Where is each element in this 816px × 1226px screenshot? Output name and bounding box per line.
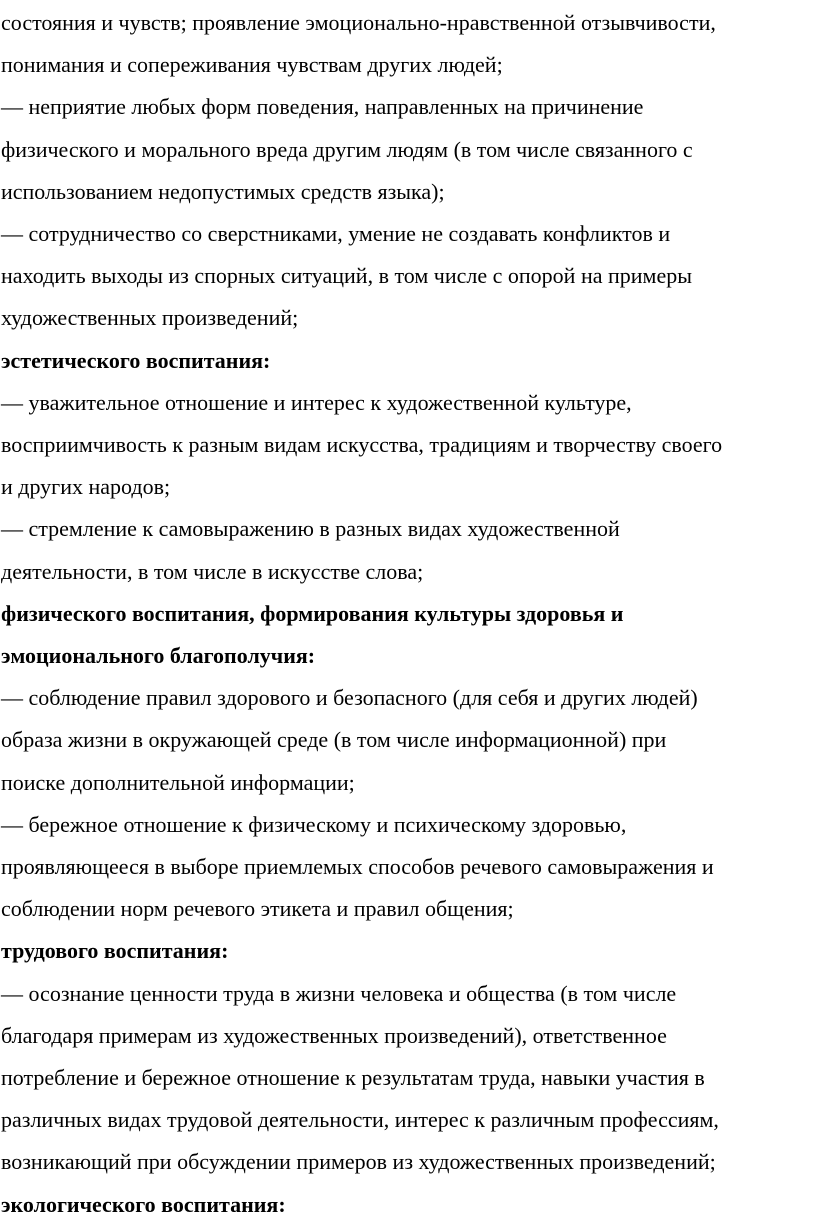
para-self-expression xyxy=(1,508,816,592)
heading-aesthetic-education xyxy=(1,340,816,382)
para-art-culture-respect xyxy=(1,382,816,509)
text-line: состояния и чувств; проявление эмоционально-нравственной отзывчивости, xyxy=(1,10,716,35)
text-line: возникающий при обсуждении примеров из художественных произведений; xyxy=(1,1149,716,1175)
text-line: художественных произведений; xyxy=(1,305,299,331)
heading-line: эмоционального благополучия: xyxy=(1,643,316,669)
para-labor-value xyxy=(1,973,816,1184)
text-line: потребление и бережное отношение к результатам труда, навыки участия в xyxy=(1,1065,705,1091)
heading-line: физического воспитания, формирования культуры здоровья и xyxy=(1,600,624,626)
heading-ecological-education xyxy=(1,1184,816,1226)
para-healthy-lifestyle xyxy=(1,677,816,804)
heading-labor-education xyxy=(1,930,816,972)
text-line: различных видах трудовой деятельности, интерес к различным профессиям, xyxy=(1,1107,719,1133)
text-line: проявляющееся в выборе приемлемых способов речевого самовыражения и xyxy=(1,854,714,880)
heading-physical-education xyxy=(1,593,816,677)
text-line: восприимчивость к разным видам искусства, традициям и творчеству своего xyxy=(1,432,723,458)
heading-line: экологического воспитания: xyxy=(1,1191,286,1217)
para-harm-rejection xyxy=(1,86,816,213)
text-line: деятельности, в том числе в искусстве слова; xyxy=(1,558,424,584)
text-line: образа жизни в окружающей среде (в том числе информационной) при xyxy=(1,727,667,753)
text-line: — бережное отношение к физическому и психическому здоровью, xyxy=(1,811,627,837)
heading-line: эстетического воспитания: xyxy=(1,347,271,373)
text-line: — стремление к самовыражению в разных видах художественной xyxy=(1,516,620,542)
heading-line: трудового воспитания: xyxy=(1,938,229,964)
text-line: — неприятие любых форм поведения, направленных на причинение xyxy=(1,94,644,120)
text-line: понимания и сопереживания чувствам других людей; xyxy=(1,52,503,78)
text-line: благодаря примерам из художественных произведений), ответственное xyxy=(1,1022,667,1048)
para-health-care xyxy=(1,804,816,931)
text-line: физического и морального вреда другим людям (в том числе связанного с xyxy=(1,136,693,162)
text-line: — уважительное отношение и интерес к художественной культуре, xyxy=(1,389,632,415)
text-line: — соблюдение правил здорового и безопасного (для себя и других людей) xyxy=(1,685,698,711)
para-peer-cooperation xyxy=(1,213,816,340)
text-line: соблюдении норм речевого этикета и правил общения; xyxy=(1,896,514,922)
text-line: поиске дополнительной информации; xyxy=(1,769,355,795)
text-line: — сотрудничество со сверстниками, умение не создавать конфликтов и xyxy=(1,221,671,247)
text-line: и других народов; xyxy=(1,474,171,500)
text-line: находить выходы из спорных ситуаций, в том числе с опорой на примеры xyxy=(1,263,692,289)
text-line: — осознание ценности труда в жизни человека и общества (в том числе xyxy=(1,980,677,1006)
text-line: использованием недопустимых средств языка); xyxy=(1,178,445,204)
para-moral-empathy xyxy=(1,2,816,86)
